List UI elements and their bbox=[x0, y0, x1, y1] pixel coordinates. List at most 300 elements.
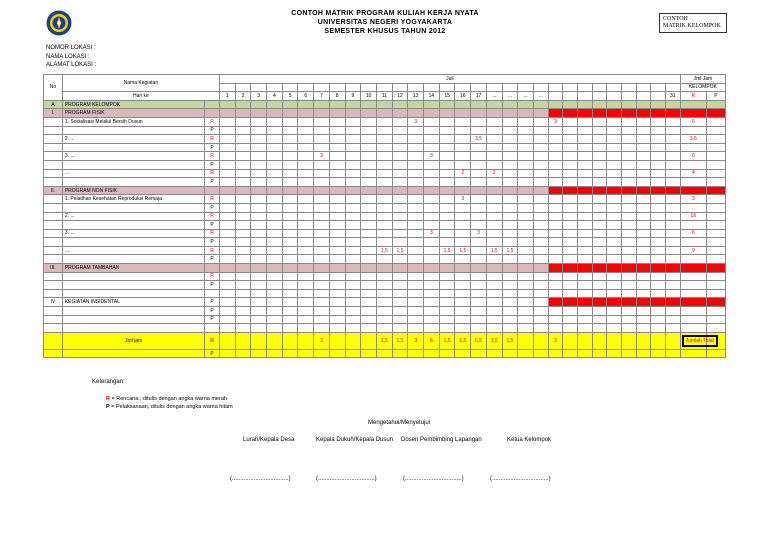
day-cell bbox=[548, 272, 563, 281]
empty-cell bbox=[577, 289, 592, 298]
day-cell bbox=[219, 315, 235, 324]
day-cell bbox=[636, 246, 651, 255]
empty-cell bbox=[502, 289, 518, 298]
day-cell bbox=[267, 117, 283, 126]
day-cell bbox=[636, 195, 651, 204]
day-cell bbox=[314, 160, 330, 169]
day-cell bbox=[329, 272, 345, 281]
day-cell bbox=[282, 272, 298, 281]
day-cell bbox=[219, 178, 235, 187]
kelompok-header: KELOMPOK bbox=[680, 83, 725, 92]
day-cell bbox=[502, 109, 518, 118]
jml-plan-value: 6,5 bbox=[455, 332, 471, 349]
day-cell bbox=[455, 307, 471, 316]
day-cell bbox=[455, 117, 471, 126]
day-cell bbox=[408, 212, 424, 221]
day-cell bbox=[563, 229, 578, 238]
no-cell bbox=[44, 246, 63, 255]
day-cell bbox=[329, 195, 345, 204]
day-cell bbox=[267, 229, 283, 238]
day-cell bbox=[251, 178, 267, 187]
day-cell bbox=[607, 246, 622, 255]
day-cell bbox=[219, 195, 235, 204]
day-cell bbox=[282, 307, 298, 316]
day-cell bbox=[577, 221, 592, 230]
box-line-1: CONTOH bbox=[663, 16, 688, 22]
day-cell bbox=[533, 255, 548, 264]
day-cell bbox=[251, 246, 267, 255]
no-cell bbox=[44, 152, 63, 161]
day-cell bbox=[314, 281, 330, 290]
plan-value: 1,5 bbox=[376, 246, 392, 255]
pelaksanaan-code: P bbox=[205, 203, 220, 212]
day-cell bbox=[361, 229, 377, 238]
day-cell bbox=[376, 195, 392, 204]
day-cell bbox=[577, 212, 592, 221]
day-cell bbox=[636, 169, 651, 178]
day-cell bbox=[636, 117, 651, 126]
day-cell bbox=[282, 315, 298, 324]
day-cell bbox=[282, 281, 298, 290]
empty-cell bbox=[282, 289, 298, 298]
day-cell bbox=[455, 315, 471, 324]
day-cell bbox=[636, 109, 651, 118]
day-cell bbox=[486, 221, 502, 230]
day-cell bbox=[636, 178, 651, 187]
activity-name bbox=[62, 221, 204, 230]
day-cell bbox=[592, 221, 607, 230]
day-header: 16 bbox=[455, 92, 471, 101]
activity-row-pelaksanaan bbox=[44, 281, 726, 290]
day-cell bbox=[607, 229, 622, 238]
day-cell bbox=[665, 307, 680, 316]
total-r-cell bbox=[680, 100, 706, 109]
day-cell bbox=[235, 238, 251, 247]
day-cell bbox=[533, 246, 548, 255]
day-cell bbox=[392, 178, 408, 187]
day-cell bbox=[329, 135, 345, 144]
day-cell bbox=[563, 238, 578, 247]
day-header bbox=[577, 92, 592, 101]
day-cell bbox=[665, 195, 680, 204]
day-cell bbox=[665, 203, 680, 212]
day-cell bbox=[361, 152, 377, 161]
day-cell bbox=[518, 169, 534, 178]
day-cell bbox=[518, 195, 534, 204]
day-cell bbox=[577, 307, 592, 316]
day-cell bbox=[548, 307, 563, 316]
section-no: A bbox=[44, 100, 63, 109]
day-cell bbox=[518, 160, 534, 169]
section-row bbox=[44, 264, 726, 273]
day-cell bbox=[471, 152, 487, 161]
day-cell bbox=[314, 169, 330, 178]
day-cell bbox=[314, 307, 330, 316]
day-cell bbox=[298, 169, 314, 178]
day-cell bbox=[533, 229, 548, 238]
day-cell bbox=[345, 298, 361, 307]
day-cell bbox=[486, 126, 502, 135]
empty-cell bbox=[439, 289, 455, 298]
activity-row-rencana bbox=[44, 229, 726, 238]
total-pelaksanaan bbox=[706, 272, 725, 281]
day-cell bbox=[219, 126, 235, 135]
rp-cell: P bbox=[205, 298, 220, 307]
day-cell bbox=[424, 281, 440, 290]
day-cell bbox=[651, 212, 666, 221]
day-cell bbox=[621, 126, 636, 135]
day-cell bbox=[651, 109, 666, 118]
day-cell bbox=[329, 160, 345, 169]
day-cell bbox=[502, 143, 518, 152]
day-cell bbox=[392, 117, 408, 126]
header-spacer bbox=[376, 83, 392, 92]
total-rencana: 4 bbox=[680, 169, 706, 178]
day-cell bbox=[471, 238, 487, 247]
empty-cell bbox=[548, 289, 563, 298]
day-cell bbox=[251, 152, 267, 161]
day-cell bbox=[361, 298, 377, 307]
day-cell bbox=[577, 117, 592, 126]
no-cell bbox=[44, 332, 63, 349]
day-cell bbox=[439, 160, 455, 169]
day-cell bbox=[518, 349, 534, 358]
jumlah-total-box: Jumlah Total bbox=[682, 335, 718, 347]
day-cell bbox=[563, 178, 578, 187]
day-cell bbox=[361, 272, 377, 281]
day-cell bbox=[502, 238, 518, 247]
day-cell bbox=[636, 307, 651, 316]
day-cell bbox=[636, 298, 651, 307]
no-cell bbox=[44, 212, 63, 221]
day-cell bbox=[607, 178, 622, 187]
day-cell bbox=[314, 229, 330, 238]
day-cell bbox=[533, 203, 548, 212]
day-cell bbox=[518, 238, 534, 247]
day-cell bbox=[518, 307, 534, 316]
no-cell bbox=[44, 221, 63, 230]
day-cell bbox=[455, 298, 471, 307]
day-cell bbox=[219, 117, 235, 126]
day-cell bbox=[314, 203, 330, 212]
day-cell bbox=[577, 272, 592, 281]
day-cell bbox=[282, 212, 298, 221]
day-cell bbox=[607, 212, 622, 221]
empty-cell bbox=[621, 289, 636, 298]
day-cell bbox=[471, 109, 487, 118]
day-cell bbox=[651, 332, 666, 349]
day-cell bbox=[361, 100, 377, 109]
day-cell bbox=[486, 315, 502, 324]
empty-cell bbox=[621, 324, 636, 333]
day-cell bbox=[251, 100, 267, 109]
day-cell bbox=[548, 298, 563, 307]
day-header: ... bbox=[502, 92, 518, 101]
header-spacer bbox=[486, 83, 502, 92]
day-cell bbox=[665, 298, 680, 307]
day-cell bbox=[376, 264, 392, 273]
day-cell bbox=[651, 281, 666, 290]
header-spacer bbox=[665, 83, 680, 92]
signer-ketua: Ketua Kelompok bbox=[507, 437, 552, 443]
keterangan-legend bbox=[106, 395, 233, 411]
activity-row-pelaksanaan bbox=[44, 126, 726, 135]
day-cell bbox=[235, 126, 251, 135]
total-rencana bbox=[680, 203, 706, 212]
day-cell bbox=[455, 186, 471, 195]
header-spacer bbox=[408, 83, 424, 92]
day-cell bbox=[518, 212, 534, 221]
day-cell bbox=[502, 195, 518, 204]
day-cell bbox=[548, 221, 563, 230]
day-cell bbox=[345, 100, 361, 109]
no-cell bbox=[44, 255, 63, 264]
day-cell bbox=[439, 135, 455, 144]
day-cell bbox=[577, 246, 592, 255]
day-cell bbox=[345, 178, 361, 187]
header-spacer bbox=[577, 83, 592, 92]
day-cell bbox=[607, 186, 622, 195]
day-cell bbox=[235, 100, 251, 109]
day-cell bbox=[361, 126, 377, 135]
day-cell bbox=[219, 298, 235, 307]
day-cell bbox=[592, 255, 607, 264]
day-cell bbox=[577, 135, 592, 144]
empty-cell bbox=[577, 324, 592, 333]
day-cell bbox=[518, 281, 534, 290]
alamat-lokasi: ALAMAT LOKASI : bbox=[46, 62, 97, 68]
day-cell bbox=[376, 186, 392, 195]
day-cell bbox=[282, 100, 298, 109]
day-cell bbox=[267, 315, 283, 324]
day-cell bbox=[577, 186, 592, 195]
total-rencana: 9 bbox=[680, 246, 706, 255]
jml-plan-value: 1,5 bbox=[439, 332, 455, 349]
day-cell bbox=[235, 298, 251, 307]
day-header bbox=[607, 92, 622, 101]
day-cell bbox=[502, 307, 518, 316]
signature-line-3: (..................................) bbox=[403, 476, 464, 482]
empty-cell bbox=[563, 324, 578, 333]
day-cell bbox=[621, 246, 636, 255]
day-cell bbox=[502, 281, 518, 290]
day-cell bbox=[651, 143, 666, 152]
day-cell bbox=[345, 135, 361, 144]
day-cell bbox=[471, 272, 487, 281]
day-cell bbox=[577, 195, 592, 204]
day-cell bbox=[455, 178, 471, 187]
day-cell bbox=[533, 178, 548, 187]
day-cell bbox=[424, 264, 440, 273]
day-cell bbox=[455, 143, 471, 152]
day-cell bbox=[621, 255, 636, 264]
day-cell bbox=[408, 307, 424, 316]
day-cell bbox=[592, 143, 607, 152]
day-cell bbox=[329, 126, 345, 135]
day-cell bbox=[282, 143, 298, 152]
day-cell bbox=[518, 255, 534, 264]
signer-lurah: Lurah/Kepala Desa bbox=[243, 437, 295, 443]
pelaksanaan-code: P bbox=[205, 221, 220, 230]
day-cell bbox=[298, 246, 314, 255]
total-p-cell bbox=[706, 109, 725, 118]
day-cell bbox=[235, 178, 251, 187]
header-spacer bbox=[219, 83, 235, 92]
day-cell bbox=[219, 135, 235, 144]
day-cell bbox=[408, 195, 424, 204]
day-cell bbox=[314, 186, 330, 195]
document-title bbox=[230, 9, 540, 36]
day-header bbox=[548, 92, 563, 101]
jml-jam-row bbox=[44, 332, 726, 349]
day-cell bbox=[548, 178, 563, 187]
day-cell bbox=[376, 221, 392, 230]
empty-cell bbox=[651, 324, 666, 333]
day-cell bbox=[502, 169, 518, 178]
total-rencana bbox=[680, 281, 706, 290]
day-cell bbox=[607, 315, 622, 324]
day-cell bbox=[251, 135, 267, 144]
day-cell bbox=[251, 349, 267, 358]
day-cell bbox=[314, 212, 330, 221]
day-cell bbox=[298, 264, 314, 273]
day-cell bbox=[518, 203, 534, 212]
section-no: I. bbox=[44, 109, 63, 118]
day-cell bbox=[577, 238, 592, 247]
empty-cell bbox=[392, 289, 408, 298]
empty-cell bbox=[376, 324, 392, 333]
pelaksanaan-code: P bbox=[205, 315, 220, 324]
plan-value: 1,5 bbox=[486, 246, 502, 255]
day-cell bbox=[621, 281, 636, 290]
day-cell bbox=[439, 238, 455, 247]
day-cell bbox=[621, 298, 636, 307]
day-cell bbox=[424, 135, 440, 144]
day-cell bbox=[592, 152, 607, 161]
header-spacer bbox=[267, 83, 283, 92]
rp-cell bbox=[205, 100, 220, 109]
day-cell bbox=[345, 349, 361, 358]
total-p-cell bbox=[706, 186, 725, 195]
day-cell bbox=[345, 264, 361, 273]
day-cell bbox=[548, 195, 563, 204]
day-cell bbox=[592, 212, 607, 221]
day-cell bbox=[577, 109, 592, 118]
day-cell bbox=[376, 135, 392, 144]
day-cell bbox=[345, 195, 361, 204]
day-cell bbox=[651, 255, 666, 264]
activity-name bbox=[62, 349, 204, 358]
total-rencana bbox=[680, 307, 706, 316]
day-cell bbox=[486, 307, 502, 316]
day-cell bbox=[592, 281, 607, 290]
hari-ke-header: Hari ke bbox=[62, 92, 219, 101]
day-header: 15 bbox=[439, 92, 455, 101]
day-cell bbox=[502, 272, 518, 281]
day-cell bbox=[533, 298, 548, 307]
day-cell bbox=[665, 221, 680, 230]
day-cell bbox=[548, 100, 563, 109]
day-cell bbox=[376, 272, 392, 281]
day-cell bbox=[219, 307, 235, 316]
day-cell bbox=[345, 186, 361, 195]
day-cell bbox=[607, 349, 622, 358]
day-cell bbox=[424, 203, 440, 212]
total-rencana: 3,5 bbox=[680, 135, 706, 144]
activity-name bbox=[62, 307, 204, 316]
day-cell bbox=[518, 229, 534, 238]
day-cell bbox=[408, 281, 424, 290]
day-cell bbox=[329, 255, 345, 264]
empty-cell bbox=[665, 289, 680, 298]
day-cell bbox=[548, 152, 563, 161]
day-cell bbox=[424, 298, 440, 307]
rencana-code: R bbox=[205, 229, 220, 238]
day-cell bbox=[282, 298, 298, 307]
header-spacer bbox=[329, 83, 345, 92]
day-cell bbox=[298, 255, 314, 264]
empty-cell bbox=[251, 324, 267, 333]
no-cell bbox=[44, 126, 63, 135]
day-cell bbox=[298, 152, 314, 161]
day-header: 3 bbox=[251, 92, 267, 101]
day-cell bbox=[267, 298, 283, 307]
day-cell bbox=[533, 272, 548, 281]
day-cell bbox=[621, 178, 636, 187]
day-cell bbox=[621, 272, 636, 281]
day-cell bbox=[361, 221, 377, 230]
day-cell bbox=[471, 126, 487, 135]
day-cell bbox=[424, 100, 440, 109]
day-cell bbox=[329, 229, 345, 238]
total-pelaksanaan bbox=[706, 238, 725, 247]
day-cell bbox=[651, 221, 666, 230]
day-cell bbox=[563, 203, 578, 212]
header-row-days bbox=[44, 92, 726, 101]
day-cell bbox=[577, 152, 592, 161]
program-matrix-table bbox=[43, 74, 726, 358]
day-cell bbox=[592, 332, 607, 349]
day-cell bbox=[361, 169, 377, 178]
jml-jam-row-p bbox=[44, 349, 726, 358]
day-cell bbox=[439, 195, 455, 204]
plan-value: 1,5 bbox=[455, 246, 471, 255]
day-cell bbox=[408, 298, 424, 307]
empty-cell bbox=[592, 324, 607, 333]
day-cell bbox=[533, 135, 548, 144]
plan-value: 1,5 bbox=[502, 246, 518, 255]
day-cell bbox=[267, 332, 283, 349]
day-cell bbox=[548, 246, 563, 255]
day-cell bbox=[267, 186, 283, 195]
day-cell bbox=[471, 100, 487, 109]
plan-value: 1,5 bbox=[439, 246, 455, 255]
day-cell bbox=[392, 229, 408, 238]
total-r-cell bbox=[680, 186, 706, 195]
day-cell bbox=[251, 238, 267, 247]
day-cell bbox=[251, 195, 267, 204]
plan-value: 3,5 bbox=[471, 135, 487, 144]
day-cell bbox=[329, 212, 345, 221]
day-cell bbox=[298, 143, 314, 152]
jml-plan-value: 1,5 bbox=[376, 332, 392, 349]
day-cell bbox=[486, 160, 502, 169]
total-rencana bbox=[680, 349, 706, 358]
day-cell bbox=[298, 203, 314, 212]
day-cell bbox=[621, 221, 636, 230]
day-cell bbox=[577, 229, 592, 238]
total-rencana bbox=[680, 126, 706, 135]
